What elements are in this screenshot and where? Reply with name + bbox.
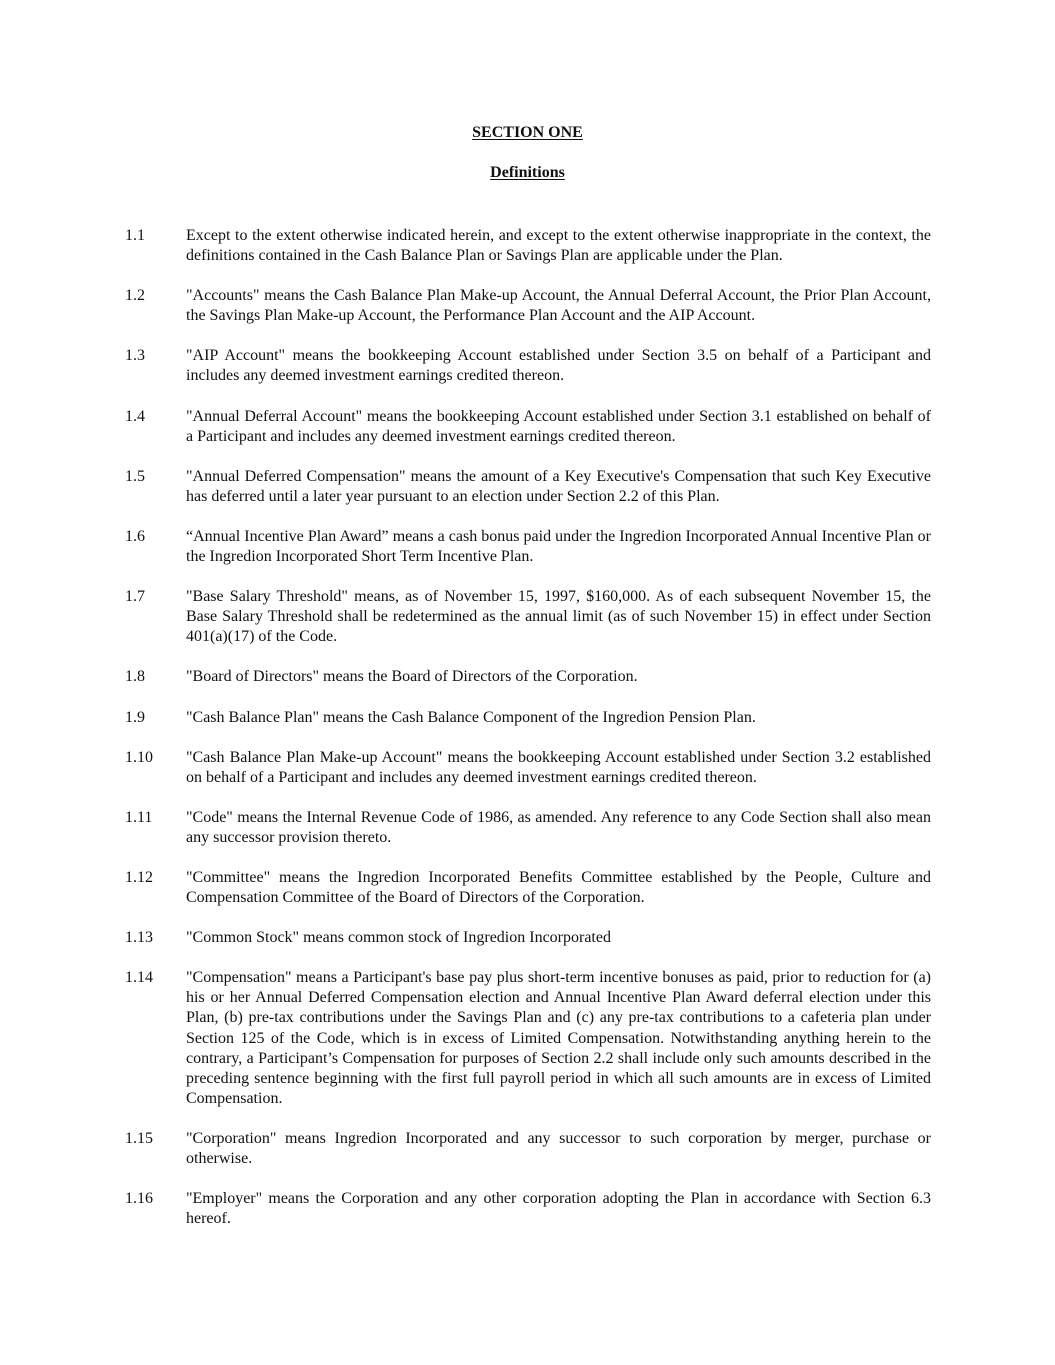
- definition-item: [125, 1129, 931, 1169]
- definition-text: Except to the extent otherwise indicated herein, and except to the extent otherwise inappropriate in the context, the definitions contained in the Cash Balance Plan or Savings Plan are applicable under the Plan.: [186, 227, 931, 265]
- definition-number: 1.4: [125, 407, 145, 425]
- section-title: SECTION ONE: [472, 124, 583, 141]
- definition-text: "AIP Account" means the bookkeeping Account established under Section 3.5 on behalf of a Participant and includes any deemed investment earnings credited thereon.: [186, 347, 931, 385]
- definition-text: "Common Stock" means common stock of Ingredion Incorporated: [186, 929, 611, 947]
- definition-item: [125, 928, 931, 948]
- definition-item: [125, 1189, 931, 1229]
- definition-number: 1.6: [125, 527, 145, 545]
- definition-item: [125, 808, 931, 848]
- definition-item: [125, 527, 931, 567]
- definition-item: [125, 748, 931, 788]
- definition-item: [125, 407, 931, 447]
- definition-number: 1.8: [125, 668, 145, 686]
- definition-number: 1.3: [125, 347, 145, 365]
- definition-item: [125, 467, 931, 507]
- definition-number: 1.5: [125, 467, 145, 485]
- definition-text: "Annual Deferred Compensation" means the amount of a Key Executive's Compensation that such Key Executive has deferred until a later year pursuant to an election under Section 2.2 of this Plan.: [186, 467, 931, 505]
- definition-number: 1.14: [125, 969, 153, 987]
- definition-text: "Base Salary Threshold" means, as of November 15, 1997, $160,000. As of each subsequent November 15, the Base Salary Threshold shall be redetermined as the annual limit (as of such November 15) in effect under Section 401(a)(17) of the Code.: [186, 588, 931, 646]
- definition-item: [125, 667, 931, 687]
- definition-item: [125, 968, 931, 1109]
- definition-number: 1.12: [125, 868, 153, 886]
- definition-text: "Code" means the Internal Revenue Code of 1986, as amended. Any reference to any Code Section shall also mean any successor provision thereto.: [186, 808, 931, 846]
- section-subtitle: Definitions: [490, 164, 565, 181]
- definition-text: "Compensation" means a Participant's base pay plus short-term incentive bonuses as paid, prior to reduction for (a) his or her Annual Deferred Compensation election and Annual Incentive Plan Award deferral election under this Plan, (b) pre-tax contributions under the Savings Plan and (c) any pre-tax contributions to a cafeteria plan under Section 125 of the Code, which is in excess of Limited Compensation. Notwithstanding anything herein to the contrary, a Participant’s Compensation for purposes of Section 2.2 shall include only such amounts described in the preceding sentence beginning with the first full payroll period in which all such amounts are in excess of Limited Compensation.: [186, 969, 931, 1107]
- definition-number: 1.15: [125, 1129, 153, 1147]
- definition-text: "Cash Balance Plan" means the Cash Balance Component of the Ingredion Pension Plan.: [186, 708, 756, 726]
- definition-text: "Accounts" means the Cash Balance Plan Make-up Account, the Annual Deferral Account, the Prior Plan Account, the Savings Plan Make-up Account, the Performance Plan Account and the AIP Account.: [186, 287, 931, 325]
- definition-item: [125, 286, 931, 326]
- definition-item: [125, 868, 931, 908]
- definition-number: 1.9: [125, 708, 145, 726]
- definition-number: 1.16: [125, 1190, 153, 1208]
- definition-text: “Annual Incentive Plan Award” means a cash bonus paid under the Ingredion Incorporated Annual Incentive Plan or the Ingredion Incorporated Short Term Incentive Plan.: [186, 527, 931, 566]
- definition-item: [125, 587, 931, 647]
- definition-text: "Committee" means the Ingredion Incorporated Benefits Committee established by the People, Culture and Compensation Committee of the Board of Directors of the Corporation.: [186, 868, 931, 907]
- definition-number: 1.10: [125, 748, 153, 766]
- definition-number: 1.7: [125, 588, 145, 606]
- definition-item: [125, 708, 931, 728]
- definition-text: "Employer" means the Corporation and any other corporation adopting the Plan in accordance with Section 6.3 hereof.: [186, 1190, 931, 1228]
- definition-number: 1.13: [125, 929, 153, 947]
- definition-item: [125, 346, 931, 386]
- definitions-list: [125, 226, 931, 1249]
- definition-text: "Annual Deferral Account" means the bookkeeping Account established under Section 3.1 established on behalf of a Participant and includes any deemed investment earnings credited thereon.: [186, 407, 931, 445]
- definition-text: "Corporation" means Ingredion Incorporated and any successor to such corporation by merger, purchase or otherwise.: [186, 1129, 931, 1167]
- definition-number: 1.11: [125, 808, 153, 826]
- definition-text: "Board of Directors" means the Board of Directors of the Corporation.: [186, 668, 638, 686]
- definition-item: [125, 226, 931, 266]
- definition-text: "Cash Balance Plan Make-up Account" means the bookkeeping Account established under Section 3.2 established on behalf of a Participant and includes any deemed investment earnings credited thereon.: [186, 748, 931, 786]
- definition-number: 1.1: [125, 227, 145, 244]
- definition-number: 1.2: [125, 287, 145, 305]
